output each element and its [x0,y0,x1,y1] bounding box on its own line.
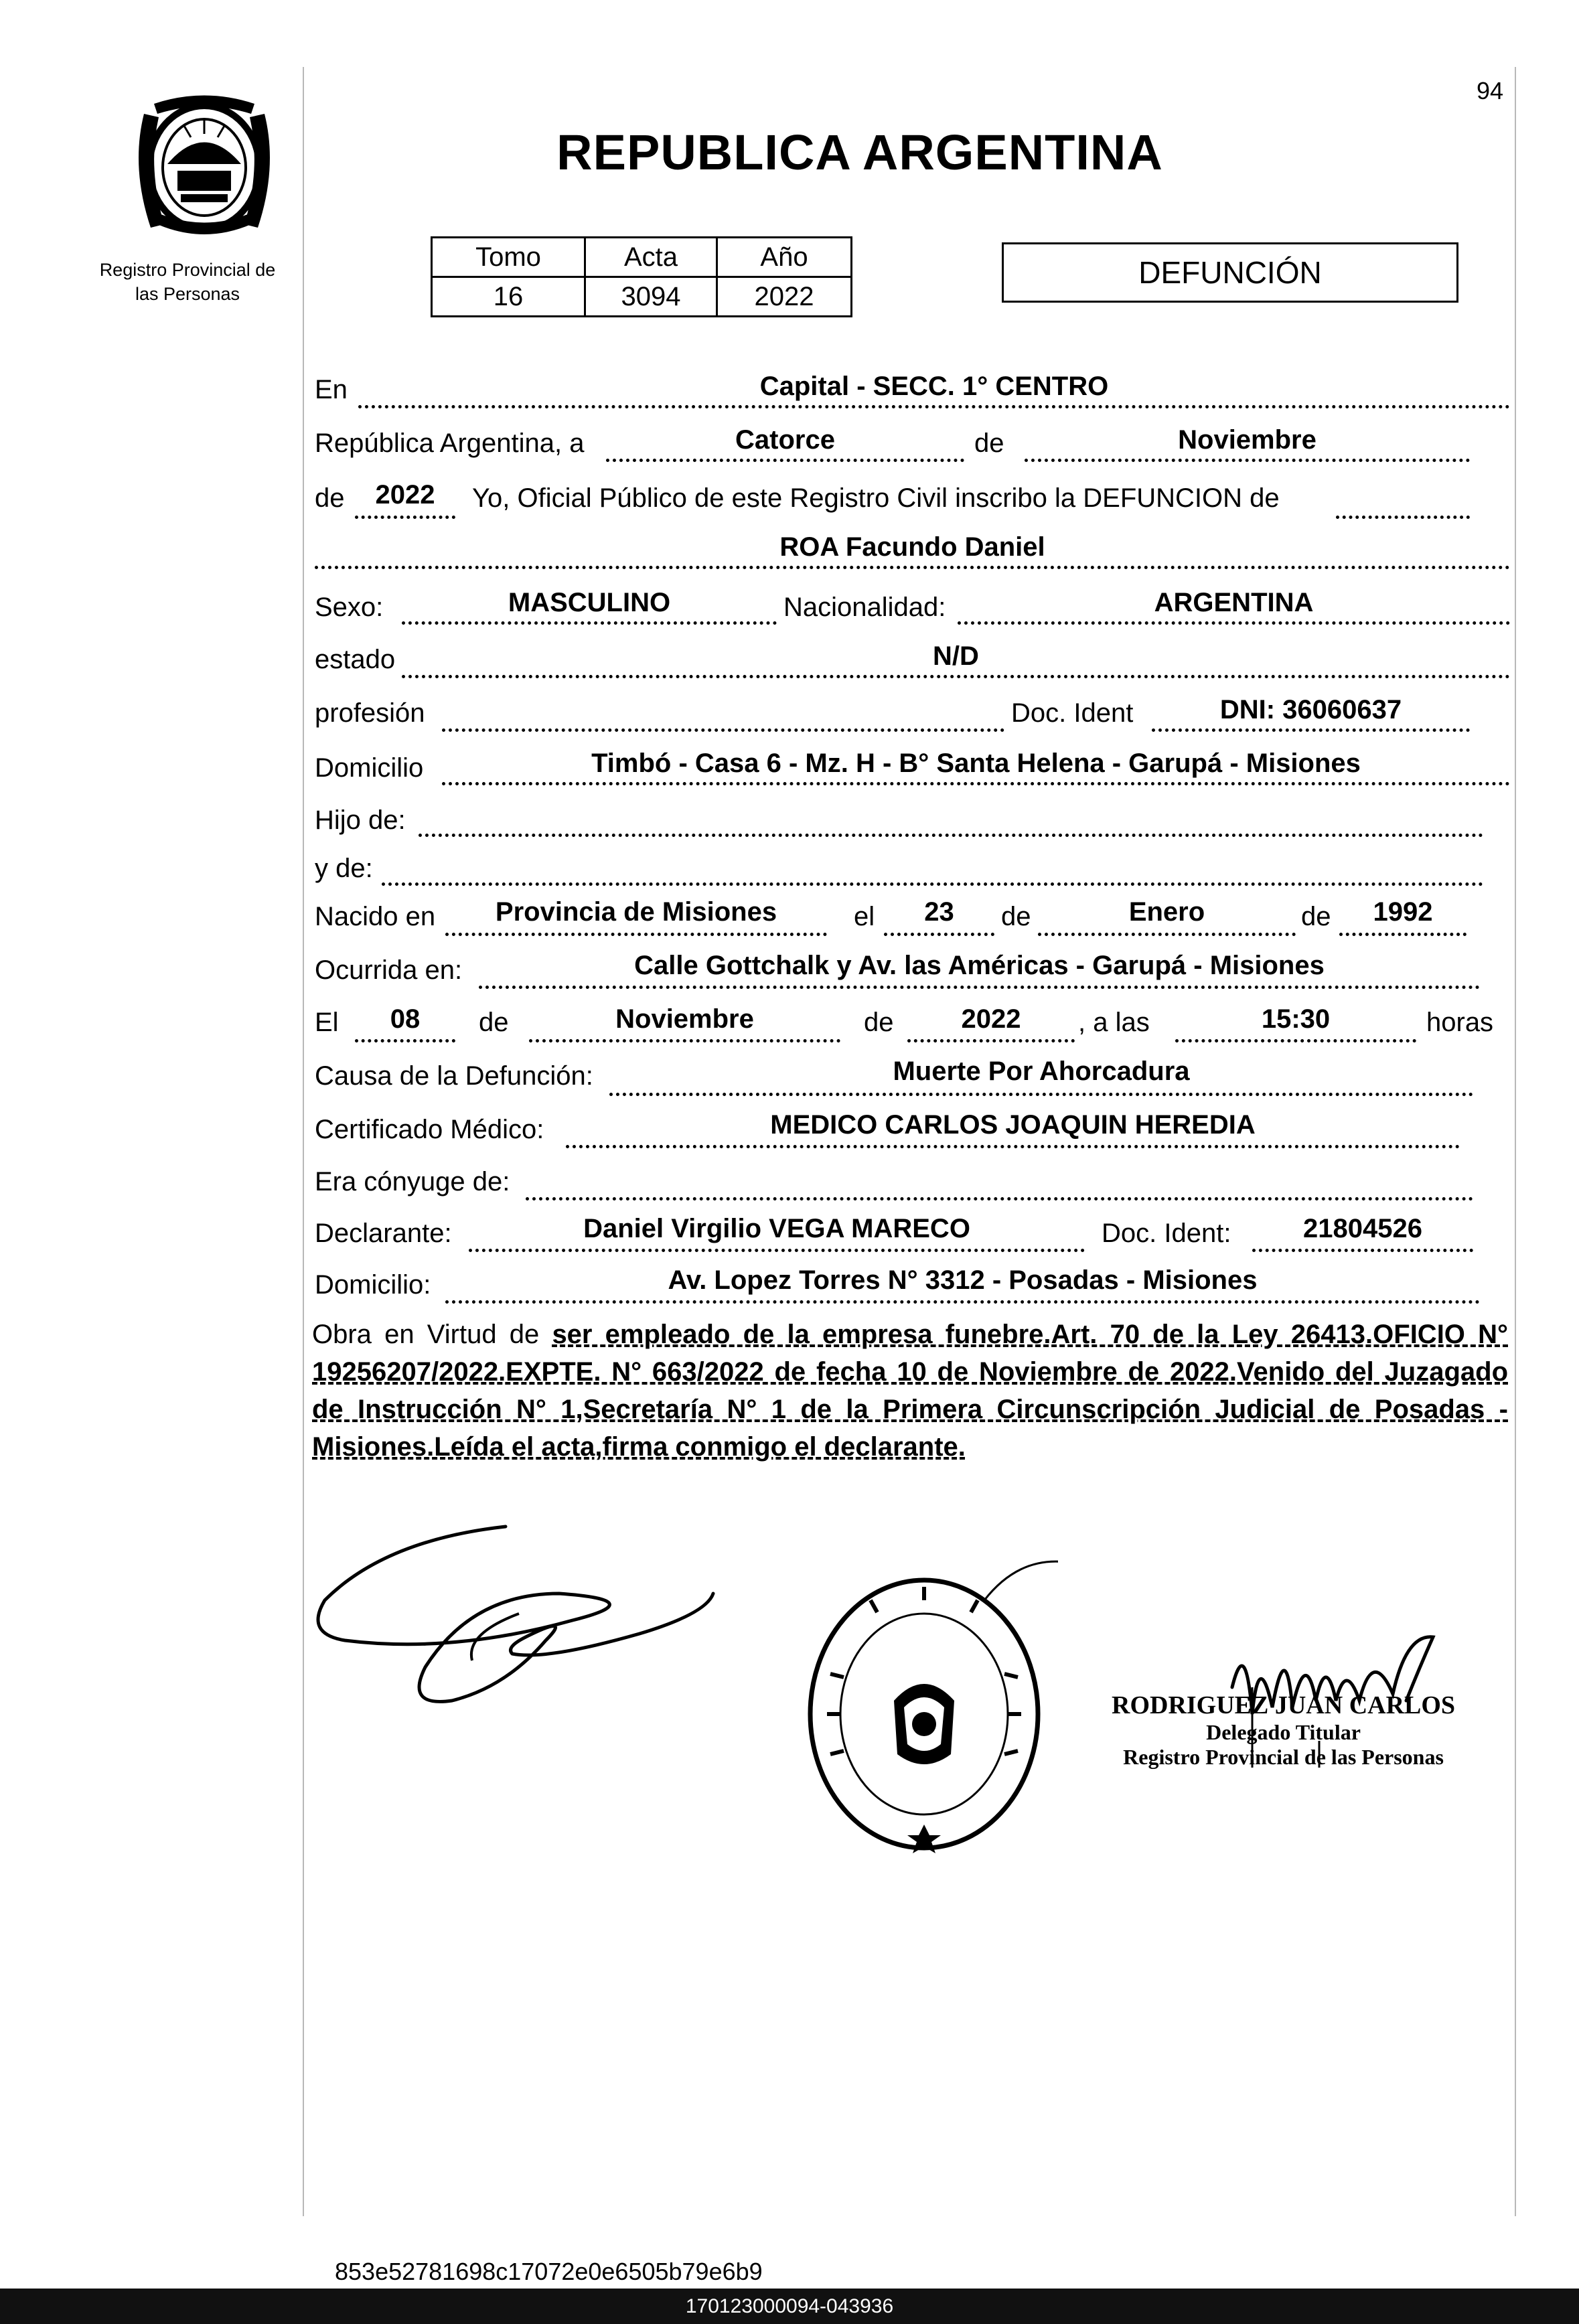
signature-block [1112,1691,1455,1770]
obra-paragraph [312,1316,1508,1466]
birth-year-dots [1339,933,1467,936]
death-de-label: de [479,1008,509,1037]
day-dots [606,459,964,462]
certificado-value: MEDICO CARLOS JOAQUIN HEREDIA [770,1110,1256,1140]
declarant-signature [305,1520,720,1721]
tomo-acta-ano-table [431,236,852,317]
acta-header: Acta [585,238,717,277]
declarante-label: Declarante: [315,1219,452,1248]
doc-ident-dots [1152,728,1470,732]
birth-month-dots [1038,933,1296,936]
death-month-dots [529,1039,840,1042]
birth-de-label: de [1001,902,1031,931]
ano-value: 2022 [717,277,852,317]
death-day-value: 08 [390,1004,421,1034]
certificado-dots [566,1145,1460,1148]
decl-doc-dots [1252,1249,1473,1252]
nacido-dots [445,933,827,936]
en-dots [358,405,1510,408]
birth-year-value: 1992 [1373,897,1433,927]
domicilio-dots [442,782,1510,785]
tomo-value: 16 [432,277,585,317]
estado-dots [402,675,1510,678]
doc-ident-value: DNI: 36060637 [1219,695,1402,724]
ocurrida-label: Ocurrida en: [315,955,463,985]
signatory-name: RODRIGUEZ JUAN CARLOS [1112,1691,1456,1719]
left-margin-line [303,67,304,2216]
nacionalidad-dots [958,621,1510,625]
causa-dots [609,1093,1473,1096]
conyuge-dots [526,1197,1473,1200]
footer-code: 170123000094-043936 [0,2289,1579,2324]
nacido-label: Nacido en [315,902,436,931]
birth-day-value: 23 [924,897,954,927]
inscribo-dots [1336,516,1470,519]
profesion-label: profesión [315,698,425,728]
name-dots [315,566,1510,569]
death-de2-label: de [864,1008,894,1037]
sexo-label: Sexo: [315,593,384,622]
official-stamp [790,1553,1058,1861]
registry-label-line2: las Personas [135,284,240,304]
el2-label: El [315,1008,339,1037]
de-label-1: de [974,429,1004,458]
death-day-dots [355,1039,455,1042]
page-number: 94 [1477,77,1504,104]
birth-de2-label: de [1301,902,1331,931]
certificado-label: Certificado Médico: [315,1115,544,1144]
birth-month-value: Enero [1128,897,1205,927]
registry-label [80,258,295,306]
inscribo-label: Yo, Oficial Público de este Registro Civil inscribo la DEFUNCION de [472,483,1280,513]
signatory-office: Registro Provincial de las Personas [1123,1745,1444,1769]
acta-value: 3094 [585,277,717,317]
estado-value: N/D [933,641,979,671]
en-value: Capital - SECC. 1° CENTRO [759,372,1109,401]
yde-label: y de: [315,854,373,883]
conyuge-label: Era cónyuge de: [315,1167,510,1196]
death-time-value: 15:30 [1261,1004,1331,1034]
document-hash: 853e52781698c17072e0e6505b79e6b9 [335,2258,763,2285]
right-margin-line [1515,67,1516,2216]
estado-label: estado [315,645,396,674]
causa-value: Muerte Por Ahorcadura [893,1057,1190,1086]
month-value: Noviembre [1178,425,1317,455]
hijo-label: Hijo de: [315,805,406,835]
decl-doc-value: 21804526 [1303,1214,1422,1243]
horas-label: horas [1426,1008,1494,1037]
death-year-dots [907,1039,1075,1042]
ocurrida-value: Calle Gottchalk y Av. las Américas - Garupá - Misiones [634,951,1325,980]
year-value: 2022 [375,480,435,510]
decl-domicilio-value: Av. Lopez Torres N° 3312 - Posadas - Misiones [668,1265,1258,1295]
death-time-dots [1175,1039,1416,1042]
ano-header: Año [717,238,852,277]
year-prefix-label: de [315,483,345,513]
page-title: REPUBLICA ARGENTINA [556,125,1163,180]
deceased-name: ROA Facundo Daniel [779,532,1045,562]
declarante-value: Daniel Virgilio VEGA MARECO [583,1214,970,1243]
causa-label: Causa de la Defunción: [315,1061,593,1091]
obra-value: ser empleado de la empresa funebre.Art. 70 de la Ley 26413.OFICIO N° 19256207/2022.EXPTE. N° 663/2022 de fecha 10 de Noviembre de 2022.Venido del Juzagado de Instrucción N° 1,Secretaría N° 1 de la Primera Circunscripción Judicial de Posadas - Misiones.Leída el acta,firma conmigo el declarante. [312,1320,1508,1462]
obra-label: Obra en Virtud de [312,1320,540,1349]
decl-doc-label: Doc. Ident: [1102,1219,1231,1248]
day-value: Catorce [735,425,835,455]
declarante-dots [469,1249,1085,1252]
sexo-dots [402,621,777,625]
alas-label: , a las [1078,1008,1150,1037]
nacionalidad-label: Nacionalidad: [783,593,946,622]
tomo-header: Tomo [432,238,585,277]
domicilio-value: Timbó - Casa 6 - Mz. H - B° Santa Helena - Garupá - Misiones [591,749,1361,778]
domicilio-label: Domicilio [315,753,424,783]
profesion-dots [442,728,1004,732]
republica-label: República Argentina, a [315,429,585,458]
birth-day-dots [884,933,994,936]
registry-label-line1: Registro Provincial de [99,260,276,280]
month-dots [1025,459,1470,462]
hijo-dots [419,834,1483,837]
ocurrida-dots [479,986,1480,989]
decl-domicilio-dots [445,1300,1480,1304]
death-month-value: Noviembre [615,1004,754,1034]
year-dots [355,516,455,519]
nacionalidad-value: ARGENTINA [1154,588,1314,617]
death-year-value: 2022 [961,1004,1021,1034]
el-label: el [854,902,875,931]
decl-domicilio-label: Domicilio: [315,1270,431,1300]
doc-ident-label: Doc. Ident [1011,698,1134,728]
yde-dots [382,882,1483,886]
en-label: En [315,375,348,404]
nacido-value: Provincia de Misiones [495,897,777,927]
document-type-box: DEFUNCIÓN [1002,242,1458,303]
sexo-value: MASCULINO [508,588,671,617]
signatory-role: Delegado Titular [1206,1720,1361,1744]
